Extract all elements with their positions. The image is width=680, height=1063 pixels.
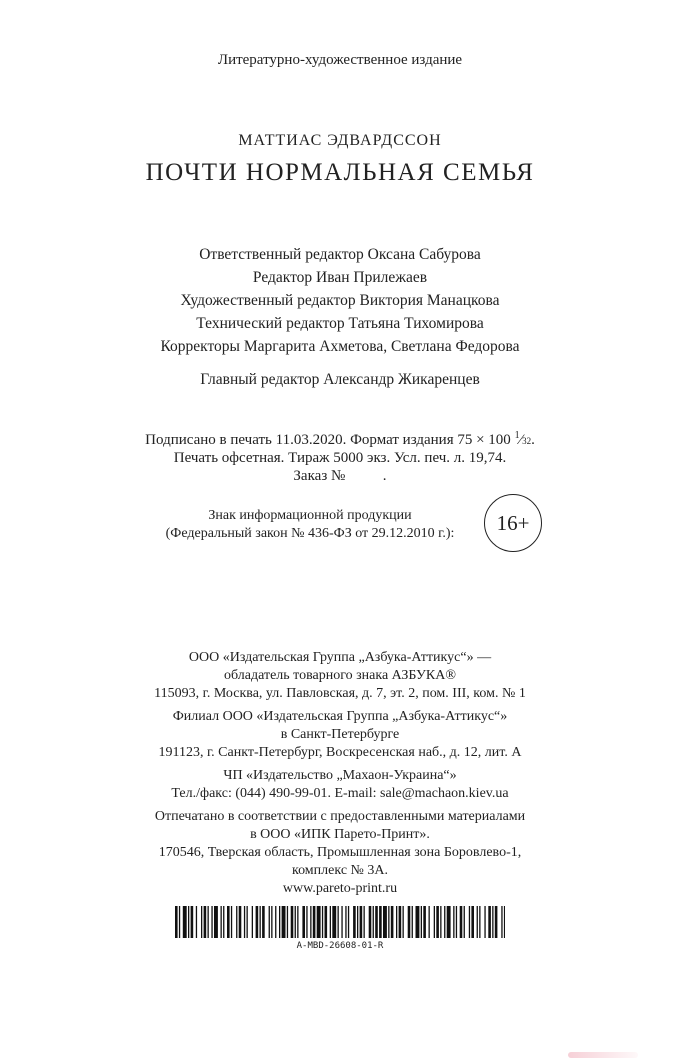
credit-art-editor: Художественный редактор Виктория Манацкова: [180, 292, 500, 309]
barcode-bar: [279, 906, 280, 938]
barcode-bar: [325, 906, 328, 938]
barcode-bar: [271, 906, 272, 938]
barcode-bar: [492, 906, 493, 938]
barcode-bar: [214, 906, 218, 938]
barcode-bar: [495, 906, 498, 938]
barcode-bar: [471, 906, 474, 938]
corner-mark: [568, 1052, 638, 1058]
credit-proofreaders: Корректоры Маргарита Ахметова, Светлана Федорова: [160, 338, 520, 355]
barcode-bar: [297, 906, 298, 938]
branch-line3: 191123, г. Санкт-Петербург, Воскресенская наб., д. 12, лит. А: [158, 745, 522, 760]
print-info-line1-end: .: [531, 432, 535, 448]
barcode-bar: [444, 906, 445, 938]
barcode-bar: [364, 906, 365, 938]
barcode-bar: [469, 906, 470, 938]
barcode-bar: [247, 906, 248, 938]
barcode-bar: [460, 906, 463, 938]
barcode-bar: [464, 906, 465, 938]
barcode-bar: [306, 906, 307, 938]
format-numerator: 1: [514, 430, 520, 441]
barcode-bar: [191, 906, 194, 938]
barcode-bar: [227, 906, 230, 938]
format-denominator: 32: [522, 436, 532, 446]
barcode-bar: [196, 906, 197, 938]
ukraine-line2: Тел./факс: (044) 490-99-01. E-mail: sale@machaon.kiev.ua: [171, 786, 509, 801]
barcode-bar: [211, 906, 212, 938]
printer-line1: Отпечатано в соответствии с предоставленными материалами: [154, 809, 526, 824]
barcode-bar: [391, 906, 394, 938]
barcode-bar: [330, 906, 331, 938]
barcode-bar: [416, 906, 420, 938]
barcode-bar: [348, 906, 349, 938]
barcode-bar: [379, 906, 382, 938]
barcode-bar: [479, 906, 480, 938]
branch-line1: Филиал ООО «Издательская Группа „Азбука-Аттикус“»: [172, 709, 508, 724]
barcode-bar: [501, 906, 502, 938]
credit-chief-editor: Главный редактор Александр Жикаренцев: [200, 371, 480, 388]
barcode-bar: [396, 906, 397, 938]
barcode-bar: [399, 906, 402, 938]
barcode-bar: [223, 906, 224, 938]
barcode-bar: [357, 906, 358, 938]
barcode-bar: [488, 906, 491, 938]
barcode-bar: [291, 906, 294, 938]
barcode-bar: [353, 906, 356, 938]
barcode-bar: [408, 906, 411, 938]
barcode-bar: [453, 906, 454, 938]
barcode-bar: [275, 906, 276, 938]
author-name: МАТТИАС ЭДВАРДССОН: [238, 132, 442, 149]
format-slash: ⁄: [519, 432, 523, 448]
print-info-line3: Заказ № .: [293, 468, 387, 484]
barcode-bar: [188, 906, 189, 938]
printer-line2: в ООО «ИПК Парето-Принт».: [250, 827, 430, 842]
barcode-graphic: [175, 906, 505, 938]
barcode-bar: [313, 906, 316, 938]
publisher-line3: 115093, г. Москва, ул. Павловская, д. 7, эт. 2, пом. III, ком. № 1: [154, 686, 526, 701]
age-rating-badge: [484, 494, 542, 552]
book-title: ПОЧТИ НОРМАЛЬНАЯ СЕМЬЯ: [145, 159, 535, 186]
barcode-bar: [332, 906, 336, 938]
credit-editor: Редактор Иван Прилежаев: [252, 269, 428, 286]
barcode-bar: [221, 906, 222, 938]
barcode-bar: [175, 906, 178, 938]
barcode-bar: [434, 906, 435, 938]
barcode-bar: [403, 906, 404, 938]
print-info-line1: [0, 431, 680, 448]
printer-line3: 170546, Тверская область, Промышленная зона Боровлево-1,: [158, 845, 522, 860]
barcode-bar: [287, 906, 288, 938]
barcode-bar: [341, 906, 342, 938]
barcode-bar: [256, 906, 259, 938]
barcode-bar: [484, 906, 485, 938]
printer-line4: комплекс № 3А.: [291, 863, 388, 878]
barcode-bar: [440, 906, 441, 938]
credit-technical-editor: Технический редактор Татьяна Тихомирова: [196, 315, 484, 332]
barcode-bar: [423, 906, 426, 938]
barcode-bar: [383, 906, 387, 938]
barcode-bar: [345, 906, 346, 938]
age-rating-value: 16+: [496, 510, 530, 535]
barcode-bar: [477, 906, 478, 938]
barcode-bar: [252, 906, 253, 938]
barcode-bar: [244, 906, 245, 938]
barcode-bar: [447, 906, 451, 938]
age-rating-label-line2: (Федеральный закон № 436-ФЗ от 29.12.2010 г.):: [165, 526, 455, 541]
barcode-bar: [310, 906, 311, 938]
barcode-bar: [201, 906, 202, 938]
barcode-bar: [360, 906, 363, 938]
barcode-bar: [317, 906, 321, 938]
printer-website: www.pareto-print.ru: [282, 881, 398, 896]
barcode-bar: [302, 906, 305, 938]
barcode-bar: [282, 906, 286, 938]
credit-responsible-editor: Ответственный редактор Оксана Сабурова: [199, 246, 481, 263]
barcode-bar: [375, 906, 378, 938]
barcode-bar: [373, 906, 374, 938]
ukraine-line1: ЧП «Издательство „Махаон-Украина“»: [223, 768, 457, 783]
barcode-text: A-MBD-26608-01-R: [296, 941, 384, 951]
barcode-bar: [236, 906, 237, 938]
barcode-bar: [231, 906, 232, 938]
age-rating-label-line1: Знак информационной продукции: [208, 508, 412, 523]
branch-line2: в Санкт-Петербурге: [280, 727, 400, 742]
barcode-bar: [295, 906, 296, 938]
barcode-bar: [412, 906, 413, 938]
barcode-bar: [262, 906, 265, 938]
barcode-bar: [179, 906, 180, 938]
barcode-bar: [260, 906, 261, 938]
barcode-bar: [421, 906, 422, 938]
barcode-bar: [436, 906, 439, 938]
barcode-bar: [269, 906, 270, 938]
print-info-line2: Печать офсетная. Тираж 5000 экз. Усл. печ. л. 19,74.: [173, 450, 507, 466]
barcode-bar: [322, 906, 323, 938]
barcode-bar: [456, 906, 457, 938]
barcode-bar: [239, 906, 242, 938]
barcode-bar: [338, 906, 339, 938]
barcode-bar: [504, 906, 505, 938]
genre-label: Литературно-художественное издание: [217, 52, 463, 68]
barcode-bar: [429, 906, 430, 938]
barcode-bar: [369, 906, 372, 938]
print-info-line1-main: Подписано в печать 11.03.2020. Формат издания 75 × 100: [145, 432, 511, 448]
barcode-bar: [388, 906, 389, 938]
barcode-bar: [183, 906, 187, 938]
barcode-bar: [204, 906, 207, 938]
publisher-line2: обладатель товарного знака АЗБУКА®: [224, 668, 456, 683]
barcode-bar: [208, 906, 209, 938]
publisher-line1: ООО «Издательская Группа „Азбука-Аттикус“» —: [188, 650, 492, 665]
